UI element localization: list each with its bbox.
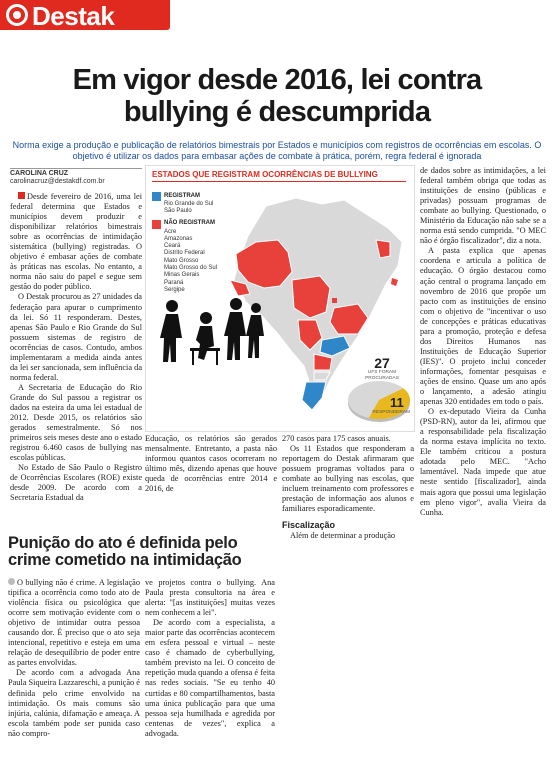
sidebar-column-2 <box>145 578 275 739</box>
map-state-rio-grande-do-sul <box>302 382 326 410</box>
headline-line-1: Em vigor desde 2016, lei contra <box>72 64 482 96</box>
not-registered-state: Acre <box>164 228 177 235</box>
article-headline <box>0 64 554 128</box>
paragraph-text: Desde fevereiro de 2016, uma lei federal determina que Estados e municípios devem produzir e disponibilizar relatórios bimestrais sobre as ocorrências de intimidação sistemática (bullying) registradas. O objetivo é embasar ações de combate às práticas nas escolas. No entanto, a norma não saiu do papel e segue sem gestão do poder público. <box>10 192 142 292</box>
legend-registered <box>152 192 217 201</box>
registered-list <box>152 201 217 216</box>
sidebar-column-1 <box>8 578 140 739</box>
stat-responded: 11 <box>390 395 404 410</box>
article-column-2 <box>145 434 277 494</box>
not-registered-state: Distrito Federal <box>164 250 205 257</box>
students-silhouette-icon <box>154 288 266 380</box>
paragraph-text: O bullying não é crime. A legislação tipifica a ocorrência como todo ato de violência física ou psicológica que ocorre sem motivação evidente com o objetivo de intimidar outra pessoa causando dor. É preciso que o ato seja intencional, repetitivo e esteja em uma relação de desequilíbrio de poder entre as partes envolvidas. <box>8 578 140 668</box>
legend-swatch-not-registered <box>152 220 161 229</box>
map-state-distrito-federal <box>332 298 337 303</box>
not-registered-state: Mato Grosso <box>164 257 199 264</box>
paragraph: de dados sobre as intimidações, a lei federal também obriga que todas as instituições de ensino (públicas e privadas) possuam programas de combate ao bullying. Questionado, o Ministério da Educação não sabe se a norma está sendo cumprida. "O MEC não é órgão fiscalizador", diz a nota. <box>420 166 546 246</box>
registered-state: Rio Grande do Sul <box>164 201 214 207</box>
bullying-infographic <box>145 165 415 432</box>
stat-total: 27 <box>374 355 390 371</box>
not-registered-state: Minas Gerais <box>164 272 200 279</box>
legend-not-registered <box>152 220 217 229</box>
sidebar-headline-line-2: crime cometido na intimidação <box>8 551 242 569</box>
legend-label: REGISTRAM <box>164 192 200 199</box>
article-column-4 <box>420 166 546 518</box>
logo-circle-icon <box>6 4 28 26</box>
legend-label: NÃO REGISTRAM <box>164 220 215 227</box>
paragraph: No Estado de São Paulo o Registro de Ocorrências Escolares (ROE) existe desde 2009. De acordo com a Secretaria Estadual da <box>10 463 142 503</box>
stat-responded-label: RESPONDERAM <box>372 410 410 415</box>
infographic-title: ESTADOS QUE REGISTRAM OCORRÊNCIAS DE BULLYING <box>152 170 378 179</box>
paragraph: O Destak procurou as 27 unidades da federação para apurar o cumprimento da lei. Só 11 responderam. Destes, apenas São Paulo e Rio Grande do Sul possuem sistemas de registro de ocorrências de casos. Contudo, ambos implementaram a medida ainda antes da lei ser sancionada, sem influência da norma federal. <box>10 292 142 382</box>
paragraph: De acordo com a especialista, a maior parte das ocorrências acontecem em esfera pessoal e virtual – neste caso é chamado de cyberbullying, também previsto na lei. O conceito de repetição muda quando a ofensa é feita nas redes sociais. "Se eu tenho 40 curtidas e 80 compartilhamentos, basta uma única publicação para que uma pessoa seja humilhada e agredida por centenas de vezes", explica a advogada. <box>145 618 275 738</box>
not-registered-state: Mato Grosso do Sul <box>164 265 218 272</box>
sidebar-headline <box>8 535 308 569</box>
paragraph: De acordo com a advogada Ana Paula Siqueira Lazzareschi, a punição é definida pelo crime envolvido na intimidação. Os mais comuns são injúria, calúnia, difamação e ameaça. A escola também pode ser punida caso não compro- <box>8 668 140 738</box>
legend-swatch-registered <box>152 192 161 201</box>
not-registered-state: Ceará <box>164 243 181 250</box>
infographic-legend <box>152 192 217 294</box>
paragraph: A pasta explica que apenas coordena e articula a política de educação. O órgão destacou como ação central o programa lançado em novembro de 2016 que propõe um pacto com as instituições de ensino com o objetivo de "incentivar o uso de concepções e práticas educativas para a promoção, proteção e defesa dos Direitos Humanos nas Instituições de Educação Superior (IES)". O projeto inclui conceder informações, fomentar pesquisas e ações de ensino. Quase um ano após o lançamento, a adesão atingiu apenas 320 entidades em todo o país. <box>420 246 546 407</box>
byline <box>10 168 142 186</box>
byline-name: CAROLINA CRUZ <box>10 168 142 178</box>
not-registered-list <box>152 229 217 295</box>
not-registered-state: Sergipe <box>164 286 185 293</box>
article-deck: Norma exige a produção e publicação de relatórios bimestrais por Estados e municípios com registros de ocorrências em escolas. O objetivo é utilizar os dados para embasar ações de combate à prática, porém, regra federal é ignorada <box>12 140 542 161</box>
paragraph: Educação, os relatórios são gerados mensalmente. Entretanto, a pasta não informou quantos casos ocorreram no último mês, dizendo apenas que houve queda de ocorrências entre 2014 e 2016, de <box>145 434 277 494</box>
not-registered-state: Paraná <box>164 279 184 286</box>
paragraph: Os 11 Estados que responderam a reportagem do Destak afirmaram que possuem programas voltados para o combate ao bullying nas escolas, que incluem treinamento com professores e prestação de informação aos alunos e familiares esporadicamente. <box>282 444 414 514</box>
sidebar-headline-line-1: Punição do ato é definida pelo <box>8 534 238 552</box>
section-marker-icon <box>18 192 25 199</box>
masthead-logo <box>0 0 170 30</box>
registered-state: São Paulo <box>164 208 192 215</box>
paragraph: O ex-deputado Vieira da Cunha (PSD-RN), autor da lei, afirmou que a responsabilidade pela fiscalização da norma estava implícita no texto. Ele também criticou a postura adotada pelo MEC. "Acho lamentável. Nada impede que atue neste sentido [fiscalizador], ainda mais agora que possui uma legislação em pleno vigor", avalia Vieira da Cunha. <box>420 407 546 517</box>
article-column-1 <box>10 192 142 503</box>
headline-line-2: bullying é descumprida <box>123 96 431 128</box>
subhead-fiscalizacao: Fiscalização <box>282 520 336 531</box>
paragraph: Além de determinar a produção <box>290 531 396 541</box>
title-rule <box>152 181 406 182</box>
paragraph: ve projetos contra o bullying. Ana Paula presta consultoria na área e alerta: "[as instituições] muitas vezes nem conhecem a lei". <box>145 578 275 618</box>
not-registered-state: Amazonas <box>164 235 193 242</box>
stat-total-label: UFS FORAM PROCURADAS <box>365 370 399 381</box>
brand-name: Destak <box>32 1 115 31</box>
paragraph: 270 casos para 175 casos anuais. <box>282 434 391 443</box>
map-state-sergipe <box>391 278 398 286</box>
stat-responded-block <box>390 396 404 409</box>
byline-email[interactable]: carolinacruz@destakdf.com.br <box>10 178 105 185</box>
paragraph <box>8 578 140 668</box>
sidebar-marker-icon <box>8 578 15 585</box>
paragraph <box>10 192 142 292</box>
paragraph: A Secretaria de Educação do Rio Grande do Sul passou a registrar os dados na esteira da uma lei estadual de 2012. Desde 2015, os relatórios são gerados semestralmente. Só nos primeiros seis meses deste ano o estado registrou 6.460 casos de bullying nas escolas públicas. <box>10 382 142 463</box>
article-column-3 <box>282 434 414 541</box>
